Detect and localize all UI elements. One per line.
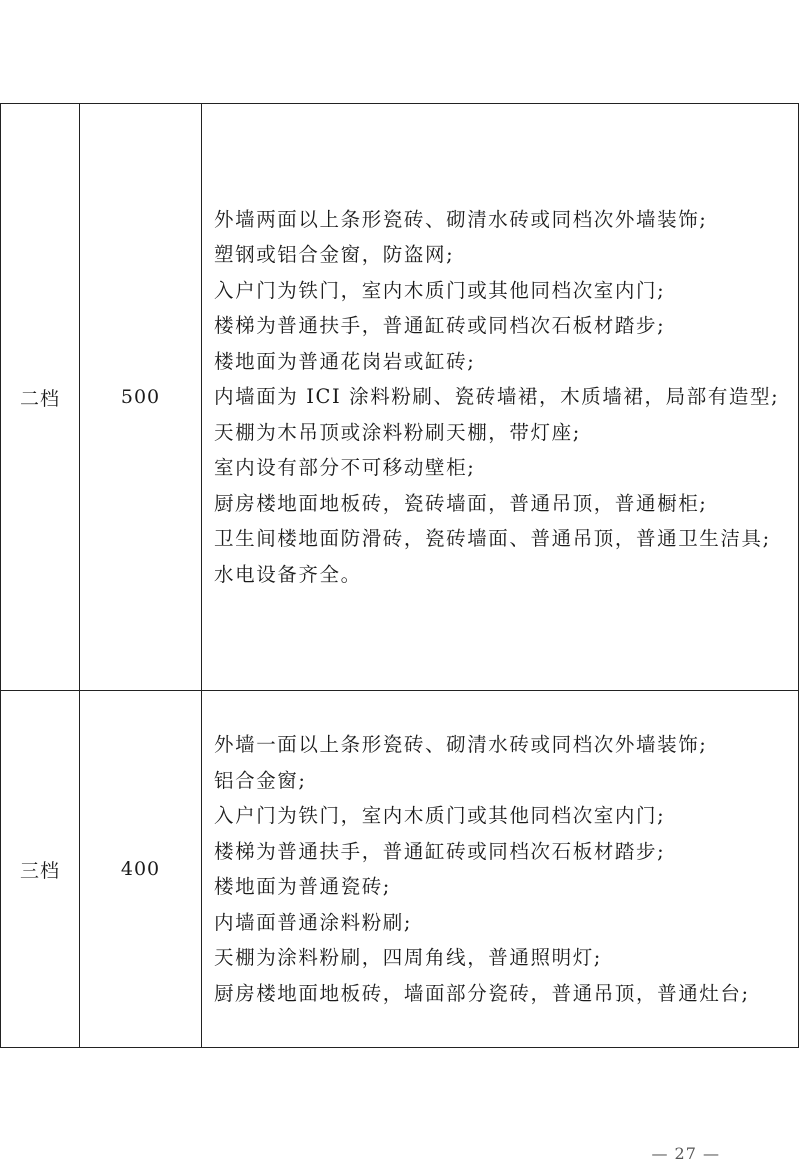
description-line: 楼地面为普通瓷砖; [214, 875, 391, 898]
description-line: 铝合金窗; [214, 768, 307, 792]
description-line: 内墙面普通涂料粉刷; [214, 910, 413, 934]
description-line: 水电设备齐全。 [214, 562, 362, 586]
description-line: 卫生间楼地面防滑砖，瓷砖墙面、普通吊顶，普通卫生洁具; [214, 527, 771, 551]
description-line: 外墙一面以上条形瓷砖、砌清水砖或同档次外墙装饰; [214, 733, 708, 756]
description-line: 内墙面为 ICI 涂料粉刷、瓷砖墙裙，木质墙裙，局部有造型; [214, 385, 780, 409]
table-row-grade-3 [1, 691, 799, 1048]
price-cell: 400 [80, 691, 202, 1048]
description-line: 室内设有部分不可移动壁柜; [214, 456, 476, 480]
description-cell [202, 104, 799, 691]
description-line: 楼梯为普通扶手，普通缸砖或同档次石板材踏步; [214, 314, 666, 338]
description-line: 入户门为铁门，室内木质门或其他同档次室内门; [214, 804, 666, 827]
description-line: 厨房楼地面地板砖，瓷砖墙面，普通吊顶，普通橱柜; [214, 491, 708, 515]
description-line: 外墙两面以上条形瓷砖、砌清水砖或同档次外墙装饰; [214, 207, 708, 231]
price-cell: 500 [80, 104, 202, 691]
description-line: 楼梯为普通扶手，普通缸砖或同档次石板材踏步; [214, 839, 666, 863]
description-line: 天棚为涂料粉刷，四周角线，普通照明灯; [214, 946, 602, 969]
description-line: 天棚为木吊顶或涂料粉刷天棚，带灯座; [214, 420, 581, 444]
description-line: 楼地面为普通花岗岩或缸砖; [214, 349, 476, 373]
grade-cell: 三档 [1, 691, 80, 1048]
description-line: 塑钢或铝合金窗，防盗网; [214, 243, 455, 267]
description-line: 入户门为铁门，室内木质门或其他同档次室内门; [214, 278, 666, 302]
table-row-grade-2 [1, 104, 799, 691]
grade-cell: 二档 [1, 104, 80, 691]
page-number: — 27 — [651, 1144, 720, 1163]
description-cell [202, 691, 799, 1048]
description-line: 厨房楼地面地板砖，墙面部分瓷砖，普通吊顶，普通灶台; [214, 981, 750, 1005]
decoration-grade-table [0, 103, 799, 1048]
